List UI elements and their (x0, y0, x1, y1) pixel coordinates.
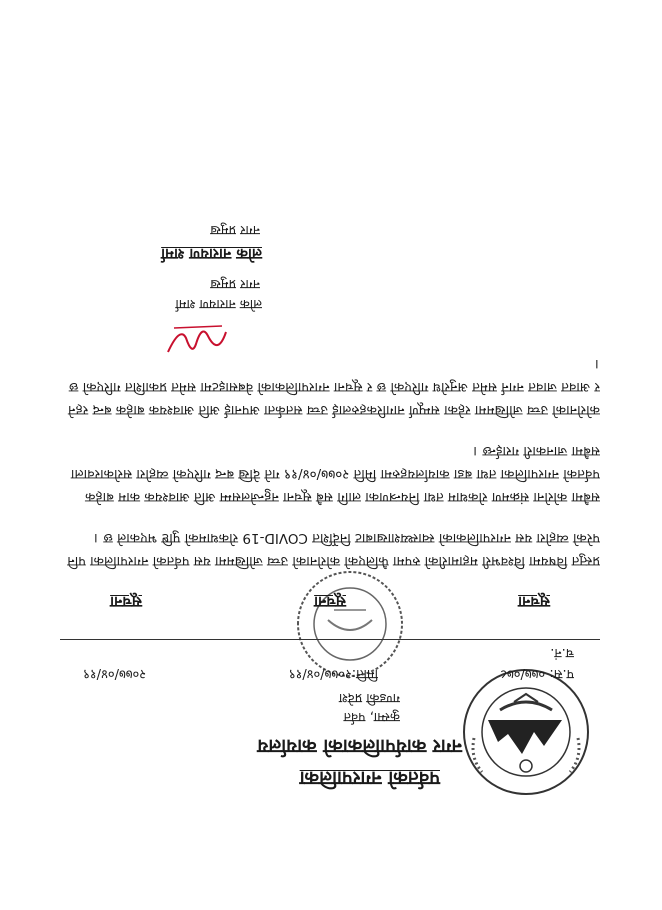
notice-body (60, 334, 600, 572)
signatory-name-underlined: लोक नारायण शर्मा (161, 245, 262, 263)
signature-icon (162, 318, 232, 362)
municipality-name: पर्वतको नगरपालिका (299, 767, 440, 789)
header-divider (60, 639, 600, 640)
signatory-name: लोक नारायण शर्मा (175, 296, 262, 311)
address-line-2: गण्डकी प्रदेश (338, 690, 400, 705)
notice-subject-3: सूचना (110, 593, 142, 611)
letter-date-right: २०७७/०४/१९ (83, 666, 146, 681)
signatory-title: नगर प्रमुख (210, 276, 260, 291)
body-paragraph: सबैमा कोरोना संक्रमण रोकथाम तथा नियन्त्रणका लागि सबै सूचना नहुन्जेलसम्म अति आवश्यक काम बाहेक पर्वतको नगरपालिका तथा बडा कार्यालयहरुमा मिति २०७७/०४/१९ गते देखि बन्द गरिएको व्यहोरा सरोकारवाला सबैमा जानकारी गराईन्छ । (70, 443, 600, 505)
letter-date: मिति:२०७७/०४/१९ (288, 666, 378, 681)
body-paragraph: कोरोनाको उच्च जोखिममा रहेका सम्पूर्ण नागरिकहरुलाई उच्च सतर्कता अपनाई अति आवश्यक बाहेक बन्द रहने र आवत जावत नगर्न समेत अनुरोध गरिएको छ र सूचना नगरपालिकाको वेबसाइटमा समेत प्रकाशित गरिएको छ । (68, 356, 600, 418)
dispatch-number: च.नं. (550, 645, 574, 660)
letter-number: प.स: ०७७/०७८ (500, 666, 574, 681)
office-name: नगर कार्यपालिकाको कार्यालय (257, 735, 462, 757)
notice-subject-1: सूचना (518, 593, 550, 611)
municipality-emblem-icon (460, 666, 592, 798)
notice-subject-2: सूचना (314, 593, 346, 611)
address-line-1: कुस्मा, पर्वत (343, 709, 400, 724)
office-stamp-icon (294, 568, 406, 680)
body-paragraph: प्रस्तुत विषयमा विश्वभरी महामारीको रुपमा फैलिएको कोरोनाको उच्च जोखिममा यस पर्वतको नगरपालिका पनि परेको व्यहोरा यस नगरपालिकाको स्वास्थ्यशाखाबाट निर्देशित COVID-19 रोकथामको पुष्टि भएकाले छ । (67, 530, 600, 569)
signatory-title-repeat: नगर प्रमुख (210, 222, 260, 237)
